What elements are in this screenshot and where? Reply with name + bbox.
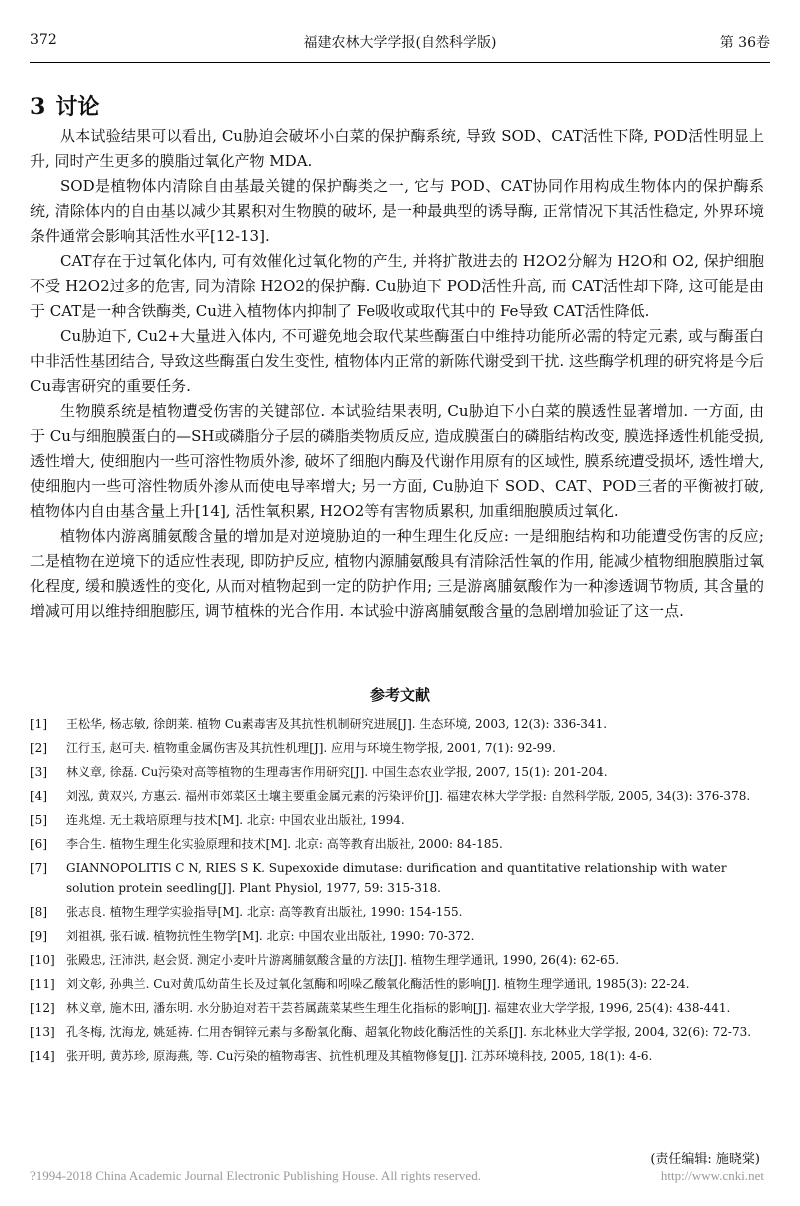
reference-text: 林义章, 施木田, 潘东明. 水分胁迫对若干芸苔属蔬菜某些生理生化指标的影响[J]. 福建农业大学学报, 1996, 25(4): 438-441. <box>66 1001 731 1015</box>
reference-item <box>30 902 764 922</box>
reference-text: 刘祖祺, 张石诚. 植物抗性生物学[M]. 北京: 中国农业出版社, 1990: 70-372. <box>66 929 475 943</box>
reference-item <box>30 810 764 830</box>
reference-tag: [8] <box>30 905 47 919</box>
reference-list <box>30 714 764 1070</box>
reference-item <box>30 950 764 970</box>
section-title: 讨论 <box>55 94 100 120</box>
reference-item <box>30 858 764 898</box>
reference-text: 王松华, 杨志敏, 徐朗莱. 植物 Cu素毒害及其抗性机制研究进展[J]. 生态环境, 2003, 12(3): 336-341. <box>66 717 608 731</box>
running-header <box>30 32 770 56</box>
reference-item <box>30 974 764 994</box>
reference-item <box>30 1046 764 1066</box>
reference-tag: [11] <box>30 977 55 991</box>
reference-item <box>30 738 764 758</box>
reference-item <box>30 834 764 854</box>
reference-text: 孔冬梅, 沈海龙, 姚延祷. 仁用杏铜锌元素与多酚氧化酶、超氧化物歧化酶活性的关系[J]. 东北林业大学学报, 2004, 32(6): 72-73. <box>66 1025 752 1039</box>
reference-text: 张殿忠, 汪沛洪, 赵会贤. 测定小麦叶片游离脯氨酸含量的方法[J]. 植物生理学通讯, 1990, 26(4): 62-65. <box>66 953 620 967</box>
paragraph: CAT存在于过氧化体内, 可有效催化过氧化物的产生, 并将扩散进去的 H2O2分解为 H2O和 O2, 保护细胞不受 H2O2过多的危害, 同为清除 H2O2的保护酶. Cu胁迫下 POD活性升高, 而 CAT活性却下降, 这可能是由于 CAT是一种含铁酶类, Cu进入植物体内抑制了 Fe吸收或取代其中的 Fe导致 CAT活性降低. <box>30 252 764 320</box>
volume-label: 第 36卷 <box>719 35 770 51</box>
reference-text: GIANNOPOLITIS C N, RIES S K. Supexoxide dimutase: durification and quantitative relationship with water solution protein seedling[J]. Plant Physiol, 1977, 59: 315-318. <box>66 861 727 895</box>
section-number: 3 <box>30 94 46 120</box>
journal-title: 福建农林大学学报(自然科学版) <box>303 35 497 51</box>
reference-tag: [13] <box>30 1025 55 1039</box>
reference-tag: [12] <box>30 1001 55 1015</box>
reference-tag: [9] <box>30 929 47 943</box>
reference-tag: [6] <box>30 837 47 851</box>
section-heading <box>30 90 99 121</box>
reference-tag: [7] <box>30 861 47 875</box>
reference-item <box>30 762 764 782</box>
copyright-text: ?1994-2018 China Academic Journal Electronic Publishing House. All rights reserved. <box>30 1168 481 1183</box>
reference-tag: [2] <box>30 741 47 755</box>
reference-tag: [3] <box>30 765 47 779</box>
reference-text: 连兆煌. 无土栽培原理与技术[M]. 北京: 中国农业出版社, 1994. <box>66 813 405 827</box>
editor-note: (责任编辑: 施晓棠) <box>650 1152 760 1167</box>
reference-text: 张开明, 黄苏珍, 原海燕, 等. Cu污染的植物毒害、抗性机理及其植物修复[J]. 江苏环境科技, 2005, 18(1): 4-6. <box>66 1049 653 1063</box>
discussion-body <box>30 124 764 624</box>
reference-item <box>30 786 764 806</box>
reference-text: 李合生. 植物生理生化实验原理和技术[M]. 北京: 高等教育出版社, 2000: 84-185. <box>66 837 503 851</box>
reference-text: 江行玉, 赵可夫. 植物重金属伤害及其抗性机理[J]. 应用与环境生物学报, 2001, 7(1): 92-99. <box>66 741 556 755</box>
reference-item <box>30 926 764 946</box>
reference-text: 刘文彰, 孙典兰. Cu对黄瓜幼苗生长及过氧化氢酶和吲哚乙酸氧化酶活性的影响[J]. 植物生理学通讯, 1985(3): 22-24. <box>66 977 690 991</box>
reference-tag: [14] <box>30 1049 55 1063</box>
reference-tag: [1] <box>30 717 47 731</box>
paragraph: 生物膜系统是植物遭受伤害的关键部位. 本试验结果表明, Cu胁迫下小白菜的膜透性显著增加. 一方面, 由于 Cu与细胞膜蛋白的—SH或磷脂分子层的磷脂类物质反应, 造成膜蛋白的磷脂结构改变, 膜选择透性机能受损, 透性增大, 使细胞内一些可溶性物质外渗, 破坏了细胞内酶及代谢作用原有的区域性, 膜系统遭受损坏, 透性增大, 使细胞内一些可溶性物质外渗从而使电导率增大; 另一方面, Cu胁迫下 SOD、CAT、POD三者的平衡被打破, 植物体内自由基含量上升[14], 活性氧积累, H2O2等有害物质累积, 加重细胞膜质过氧化. <box>30 402 764 520</box>
paragraph: SOD是植物体内清除自由基最关键的保护酶类之一, 它与 POD、CAT协同作用构成生物体内的保护酶系统, 清除体内的自由基以减少其累积对生物膜的破坏, 是一种最典型的诱导酶, 正常情况下其活性稳定, 外界环境条件通常会影响其活性水平[12-13]. <box>30 177 764 245</box>
reference-tag: [5] <box>30 813 47 827</box>
reference-tag: [4] <box>30 789 47 803</box>
paragraph: 从本试验结果可以看出, Cu胁迫会破坏小白菜的保护酶系统, 导致 SOD、CAT活性下降, POD活性明显上升, 同时产生更多的膜脂过氧化产物 MDA. <box>30 127 764 170</box>
paragraph: 植物体内游离脯氨酸含量的增加是对逆境胁迫的一种生理生化反应: 一是细胞结构和功能遭受伤害的反应; 二是植物在逆境下的适应性表现, 即防护反应, 植物内源脯氨酸具有清除活性氧的作用, 能减少植物细胞膜脂过氧化程度, 缓和膜透性的变化, 从而对植物起到一定的防护作用; 三是游离脯氨酸作为一种渗透调节物质, 其含量的增减可用以维持细胞膨压, 调节植株的光合作用. 本试验中游离脯氨酸含量的急剧增加验证了这一点. <box>30 527 764 620</box>
reference-text: 张志良. 植物生理学实验指导[M]. 北京: 高等教育出版社, 1990: 154-155. <box>66 905 463 919</box>
cnki-url: http://www.cnki.net <box>660 1168 764 1183</box>
paragraph: Cu胁迫下, Cu2+大量进入体内, 不可避免地会取代某些酶蛋白中维持功能所必需的特定元素, 或与酶蛋白中非活性基团结合, 导致这些酶蛋白发生变性, 植物体内正常的新陈代谢受到干扰. 这些酶学机理的研究将是今后 Cu毒害研究的重要任务. <box>30 327 764 395</box>
header-rule <box>30 62 770 63</box>
reference-item <box>30 998 764 1018</box>
reference-item <box>30 714 764 734</box>
reference-item <box>30 1022 764 1042</box>
reference-text: 林义章, 徐磊. Cu污染对高等植物的生理毒害作用研究[J]. 中国生态农业学报, 2007, 15(1): 201-204. <box>66 765 608 779</box>
references-title: 参考文献 <box>369 686 430 704</box>
reference-text: 刘泓, 黄双兴, 方惠云. 福州市郊菜区土壤主要重金属元素的污染评价[J]. 福建农林大学学报: 自然科学版, 2005, 34(3): 376-378. <box>66 789 751 803</box>
page-number: 372 <box>30 32 57 48</box>
reference-tag: [10] <box>30 953 55 967</box>
